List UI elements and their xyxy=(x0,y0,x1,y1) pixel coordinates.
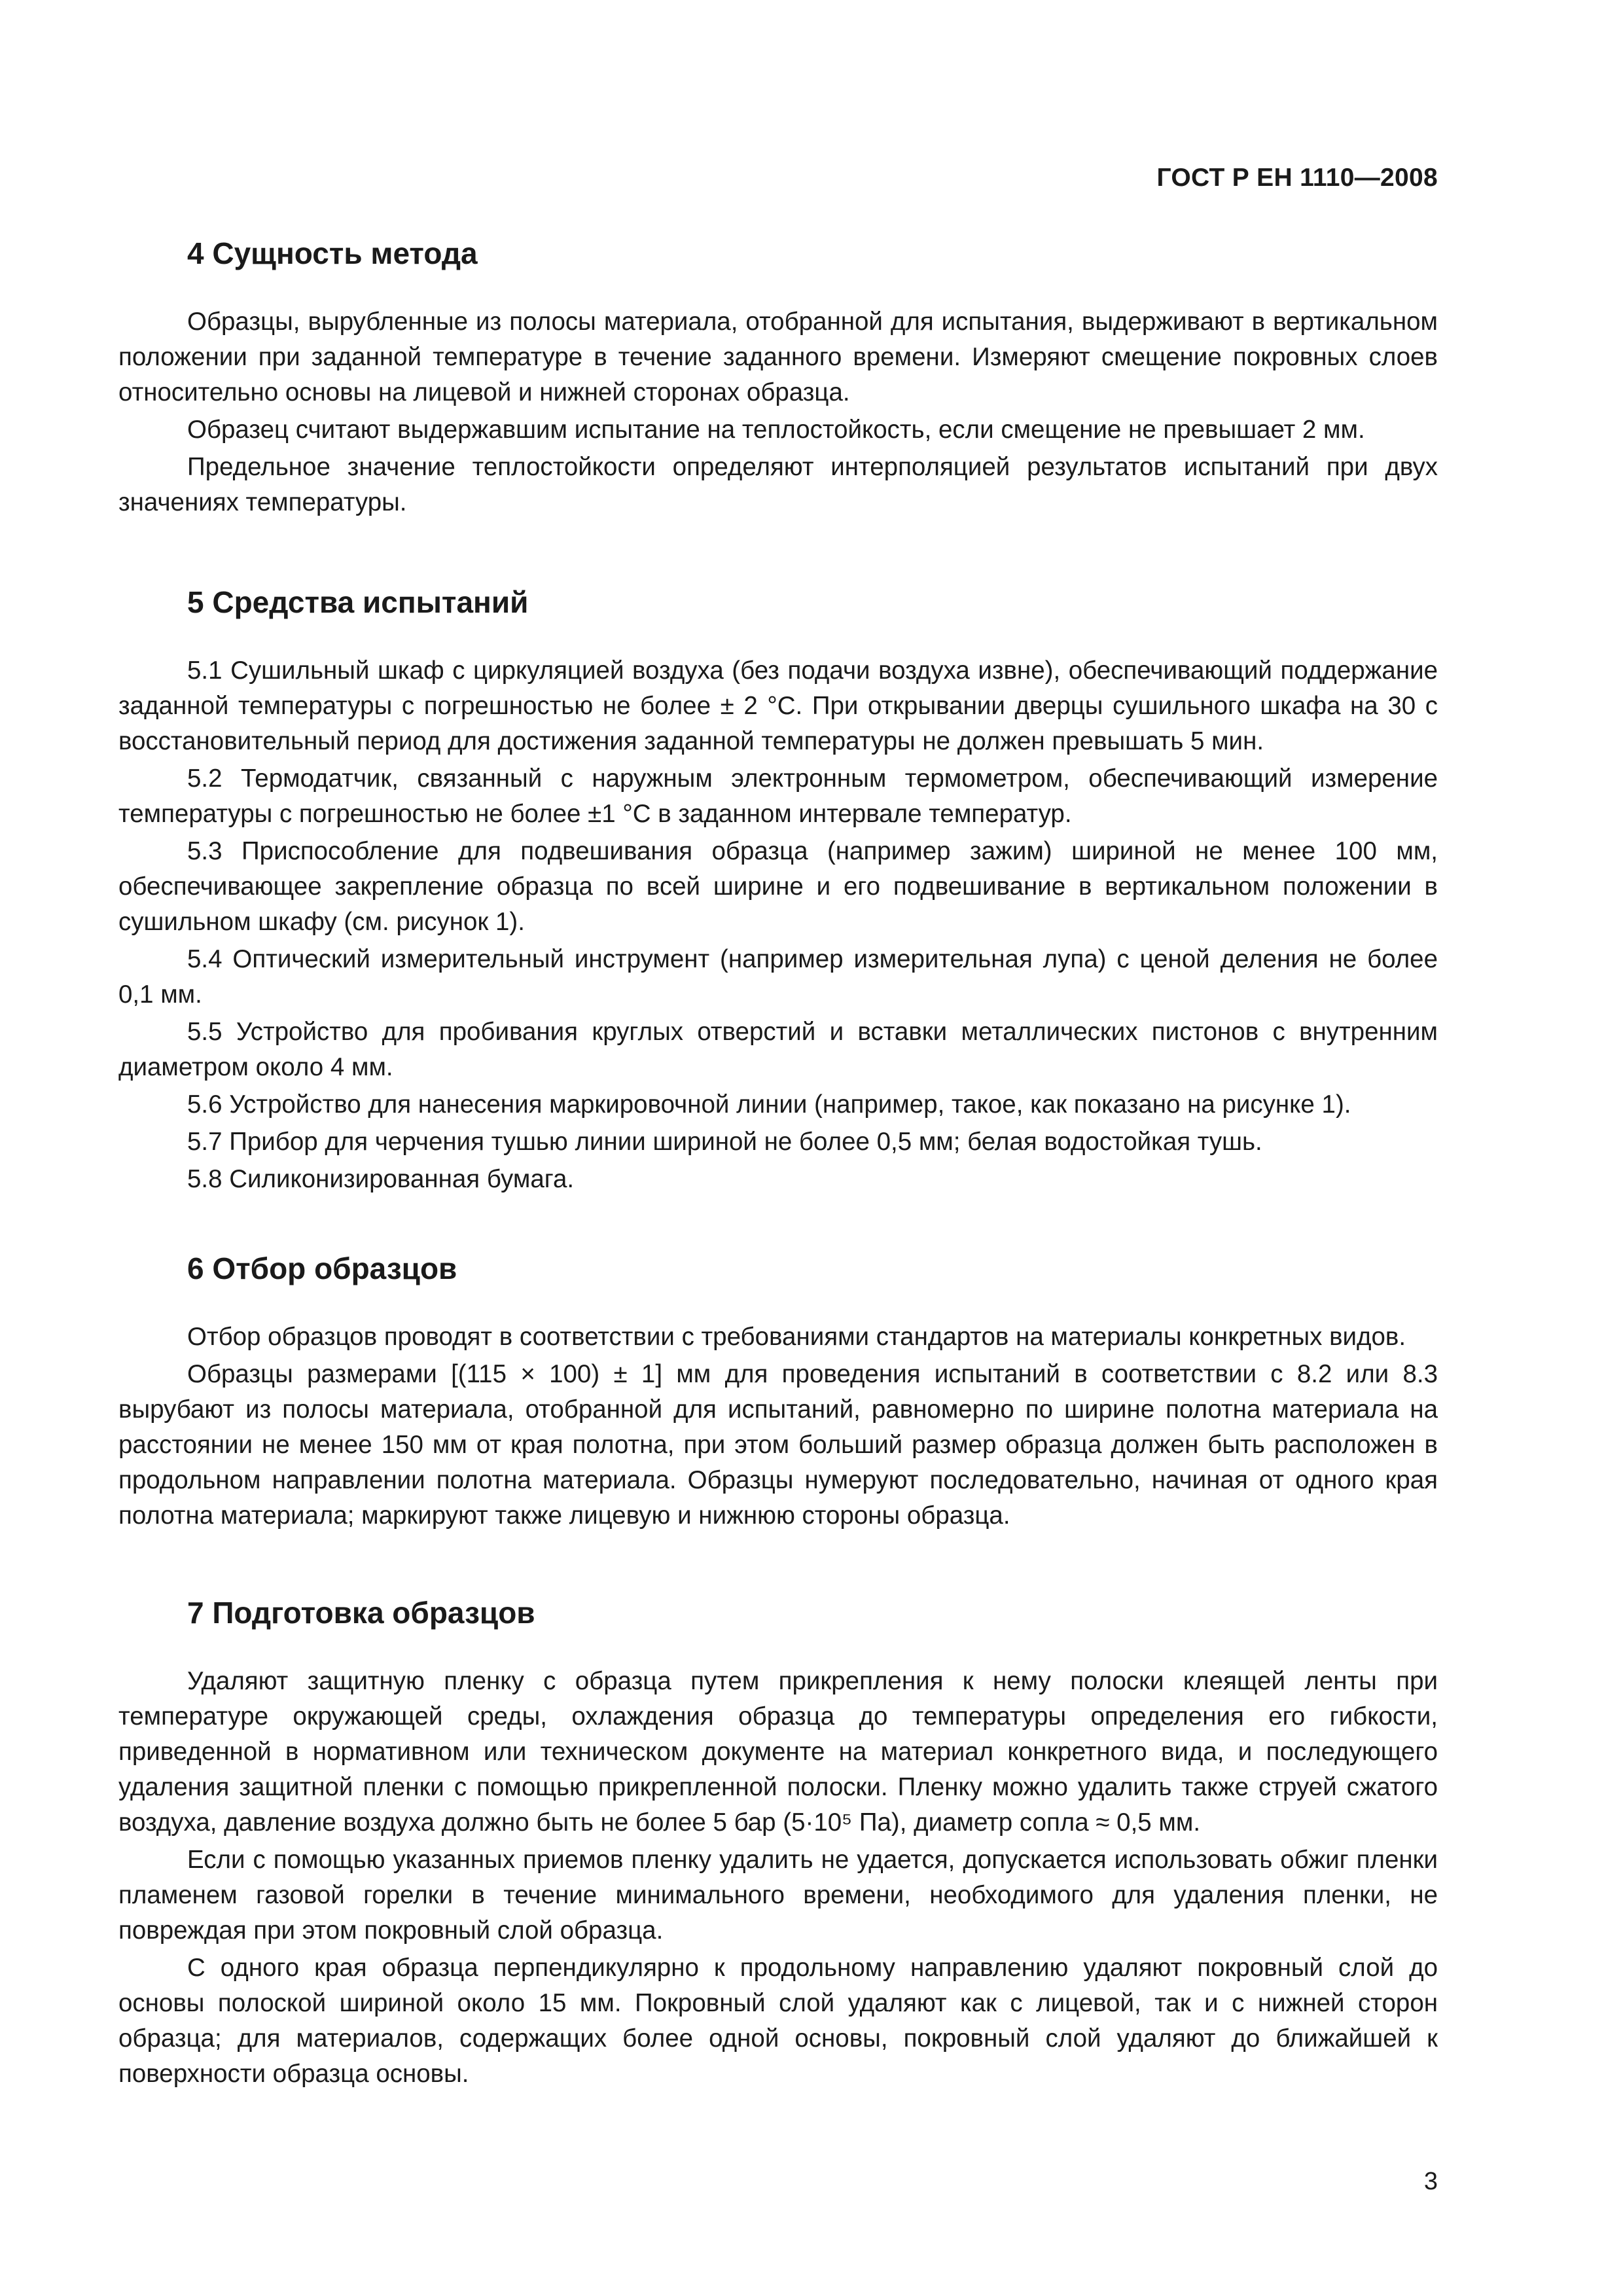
paragraph: 5.1 Сушильный шкаф с циркуляцией воздуха (без подачи воздуха извне), обеспечивающий поддержание заданной температуры с погрешностью не более ± 2 °С. При открывании дверцы сушильного шкафа на 30 с восстановительный период для достижения заданной температуры не должен превышать 5 мин. xyxy=(118,656,1438,756)
section-5-test-equipment xyxy=(118,584,1438,1197)
section-7-sample-preparation xyxy=(118,1595,1438,2092)
section-6-sampling xyxy=(118,1251,1438,1534)
paragraph: 5.2 Термодатчик, связанный с наружным электронным термометром, обеспечивающий измерение температуры с погрешностью не более ±1 °С в заданном интервале температур. xyxy=(118,764,1438,829)
paragraph: 5.7 Прибор для черчения тушью линии шириной не более 0,5 мм; белая водостойкая тушь. xyxy=(187,1128,1262,1157)
section-title: 5 Средства испытаний xyxy=(187,585,529,619)
paragraph: Образцы размерами [(115 × 100) ± 1] мм для проведения испытаний в соответствии с 8.2 или 8.3 вырубают из полосы материала, отобранной для испытаний, равномерно по ширине полотна материала на расстоянии не менее 150 мм от края полотна, при этом больший размер образца должен быть расположен в продольном направлении полотна материала. Образцы нумеруют последовательно, начиная от одного края полотна материала; маркируют также лицевую и нижнюю стороны образца. xyxy=(118,1360,1438,1530)
paragraph: Отбор образцов проводят в соответствии с требованиями стандартов на материалы конкретных видов. xyxy=(187,1323,1406,1352)
paragraph: 5.8 Силиконизированная бумага. xyxy=(187,1165,575,1194)
paragraph: Образец считают выдержавшим испытание на теплостойкость, если смещение не превышает 2 мм. xyxy=(187,416,1365,444)
paragraph: Образцы, вырубленные из полосы материала, отобранной для испытания, выдерживают в вертикальном положении при заданной температуре в течение заданного времени. Измеряют смещение покровных слоев относительно основы на лицевой и нижней сторонах образца. xyxy=(118,308,1438,407)
paragraph: 5.4 Оптический измерительный инструмент (например измерительная лупа) с ценой деления не более 0,1 мм. xyxy=(118,945,1438,1009)
paragraph: 5.6 Устройство для нанесения маркировочной линии (например, такое, как показано на рисунке 1). xyxy=(187,1090,1351,1119)
paragraph: 5.3 Приспособление для подвешивания образца (например зажим) шириной не менее 100 мм, обеспечивающее закрепление образца по всей ширине и его подвешивание в вертикальном положении в сушильном шкафу (см. рисунок 1). xyxy=(118,837,1438,937)
document-page xyxy=(118,0,1438,2296)
paragraph: Удаляют защитную пленку с образца путем прикрепления к нему полоски клеящей ленты при температуре окружающей среды, охлаждения образца до температуры определения его гибкости, приведенной в нормативном или техническом документе на материал конкретного вида, и последующего удаления защитной пленки с помощью прикрепленной полоски. Пленку можно удалить также струей сжатого воздуха, давление воздуха должно быть не более 5 бар (5·10⁵ Па), диаметр сопла ≈ 0,5 мм. xyxy=(118,1667,1438,1837)
paragraph: С одного края образца перпендикулярно к продольному направлению удаляют покровный слой до основы полоской шириной около 15 мм. Покровный слой удаляют как с лицевой, так и с нижней сторон образца; для материалов, содержащих более одной основы, покровный слой удаляют до ближайшей к поверхности образца основы. xyxy=(118,1954,1438,2089)
section-title: 7 Подготовка образцов xyxy=(187,1596,535,1630)
page-number: 3 xyxy=(1423,2168,1438,2195)
section-title: 6 Отбор образцов xyxy=(187,1251,457,1285)
paragraph: Предельное значение теплостойкости определяют интерполяцией результатов испытаний при двух значениях температуры. xyxy=(118,453,1438,517)
section-title: 4 Сущность метода xyxy=(187,236,478,270)
paragraph: 5.5 Устройство для пробивания круглых отверстий и вставки металлических пистонов с внутренним диаметром около 4 мм. xyxy=(118,1018,1438,1082)
document-code: ГОСТ Р ЕН 1110—2008 xyxy=(1156,164,1438,192)
section-4-method-essence xyxy=(118,236,1438,520)
paragraph: Если с помощью указанных приемов пленку удалить не удается, допускается использовать обжиг пленки пламенем газовой горелки в течение минимального времени, необходимого для удаления пленки, не повреждая при этом покровный слой образца. xyxy=(118,1846,1438,1945)
